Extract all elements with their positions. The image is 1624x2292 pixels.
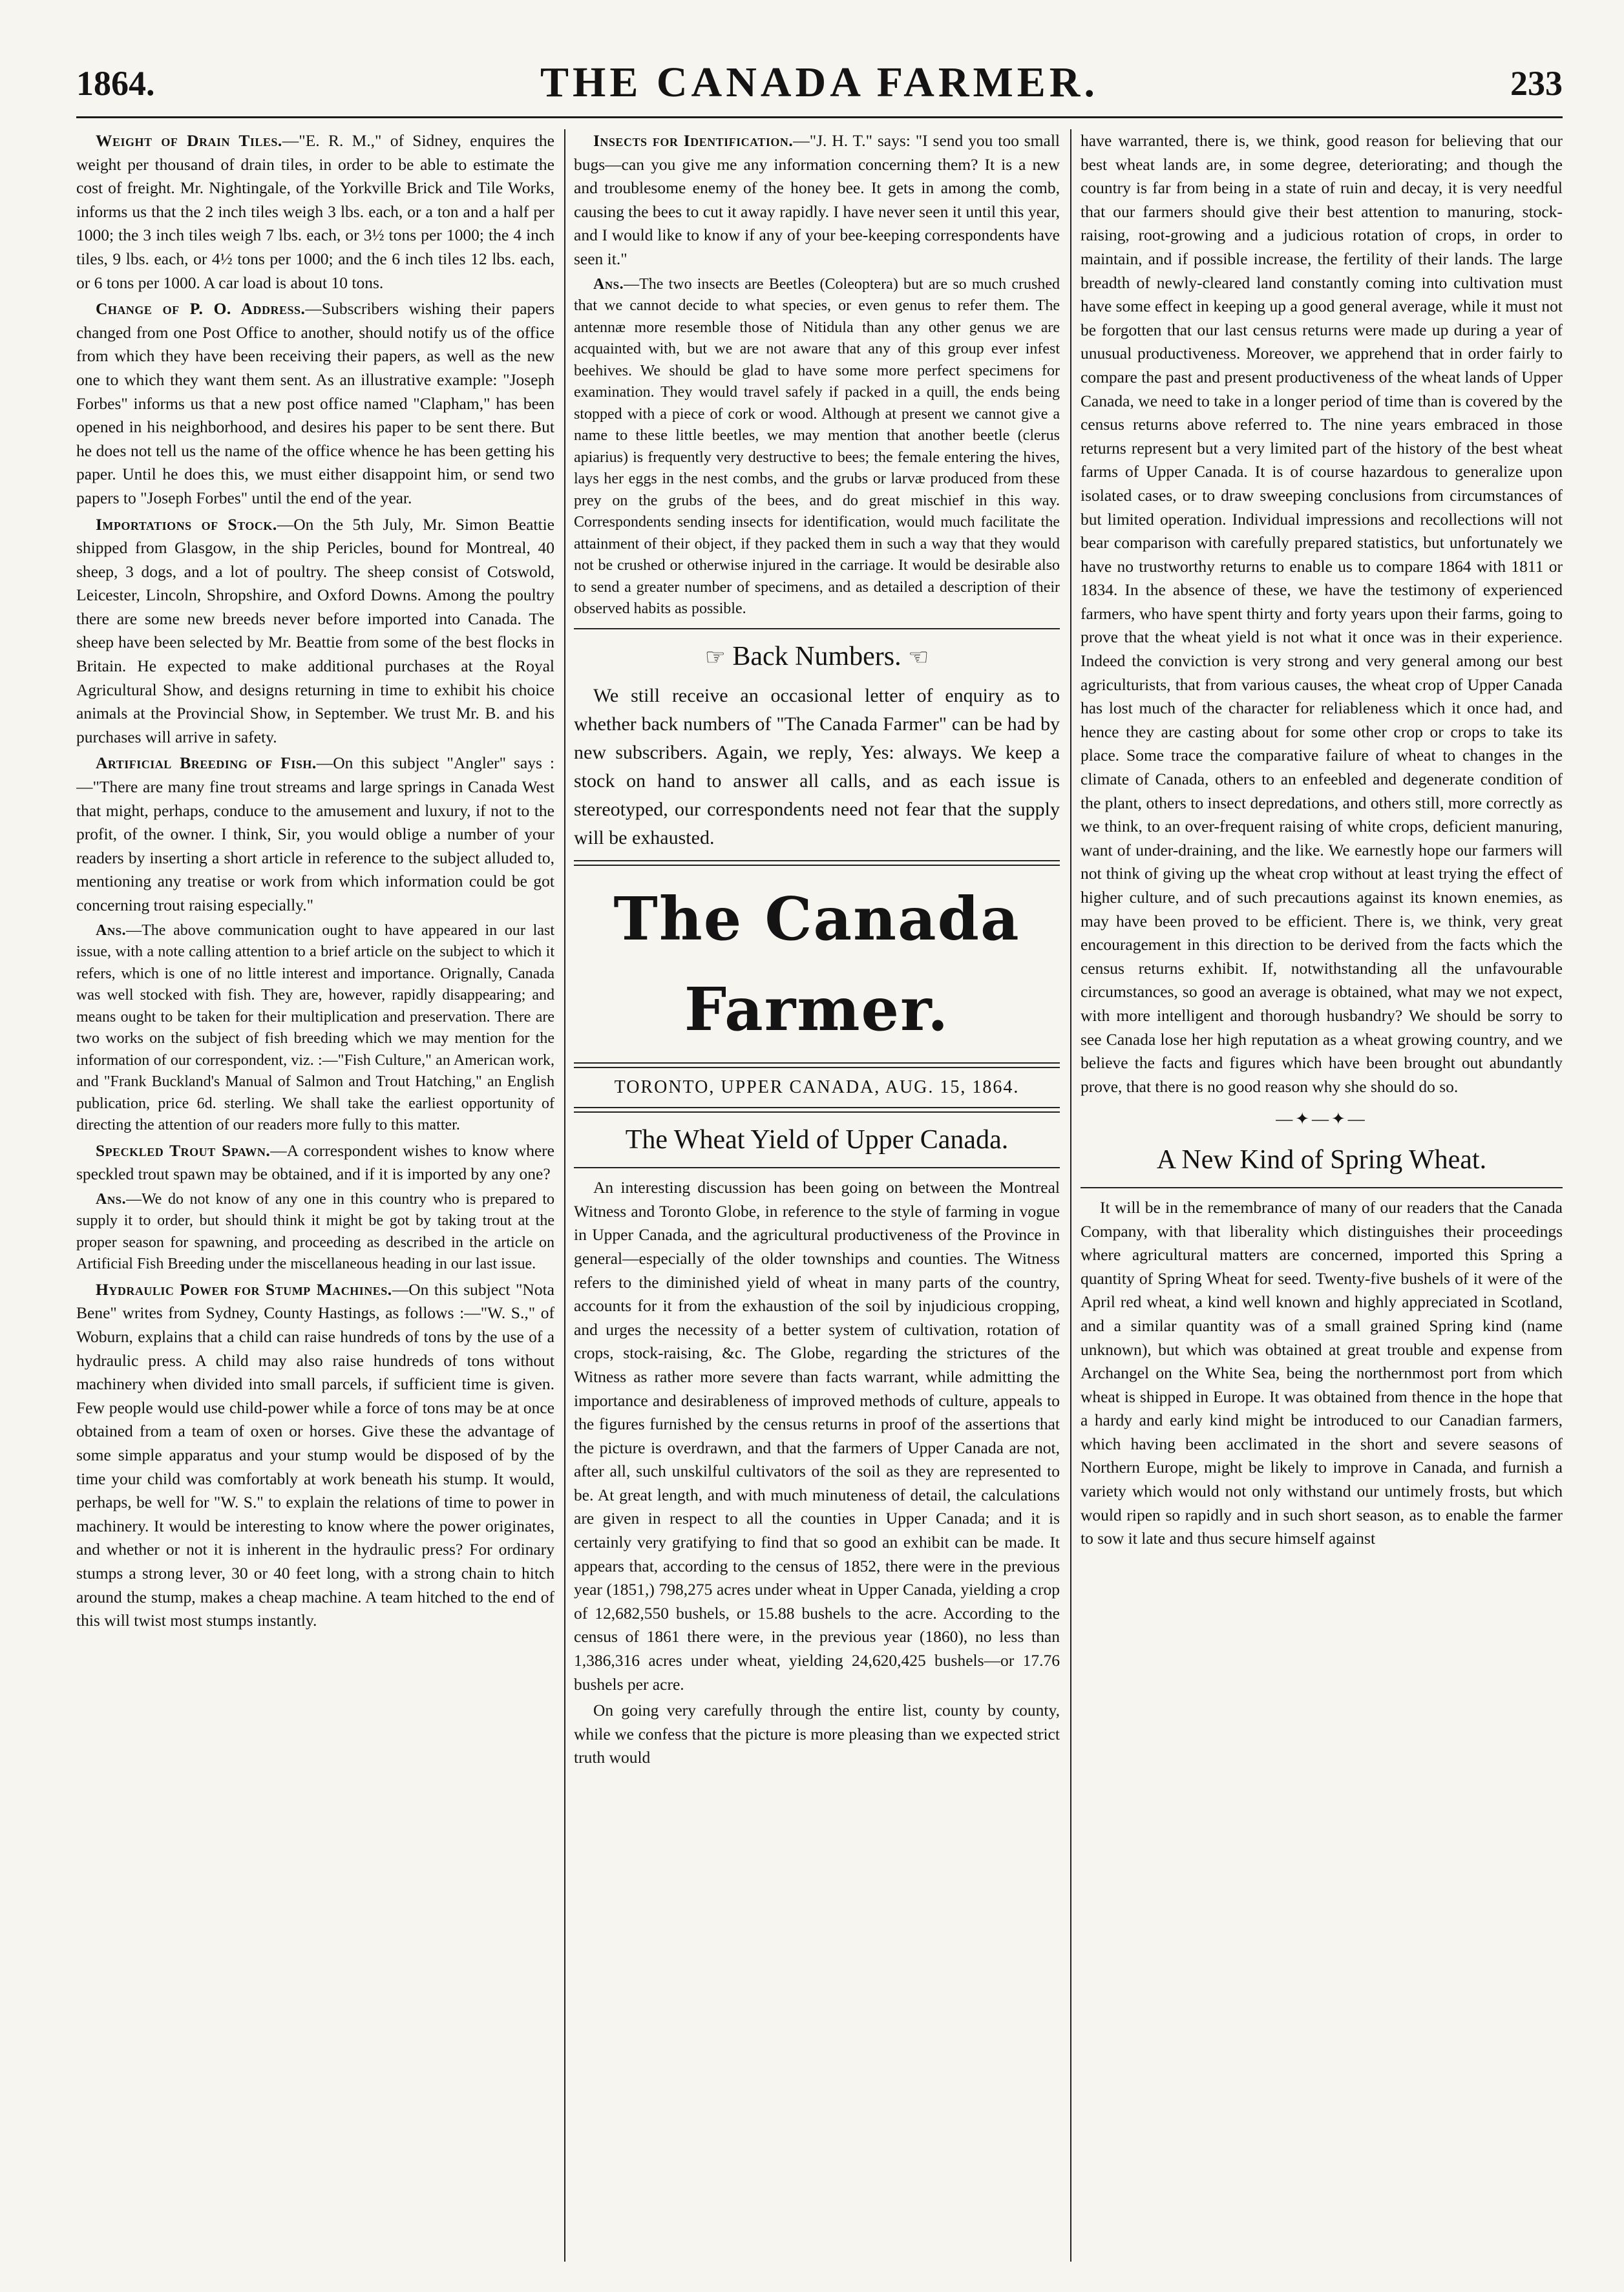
item-fish-answer [76, 920, 554, 1137]
item-body: —A correspondent wishes to know where speckled trout spawn may be obtained, and if it is imported by any one? [76, 1141, 554, 1184]
item-heading: Speckled Trout Spawn. [96, 1141, 271, 1160]
header-year: 1864. [76, 64, 155, 103]
item-insects-answer [574, 274, 1060, 620]
item-body: —"J. H. T." says: "I send you too small bugs—can you give me any information concerning them? It is a new and troublesome enemy of the honey bee. It gets in among the comb, causing the bees to cut it away rapidly. I have never seen it until this year, and I would like to know if any of your bee-keeping correspondents have seen it." [574, 131, 1060, 268]
wheat-yield-paragraph: On going very carefully through the entire list, county by county, while we confess that the picture is more pleasing than we expected strict truth would [574, 1701, 1060, 1767]
item-heading: Change of P. O. Address. [96, 299, 306, 319]
column-2 [574, 129, 1060, 2262]
wheat-yield-continued: have warranted, there is, we think, good reason for believing that our best wheat lands are, in some degree, deteriorating; and though the country is far from being in a state of ruin and decay, it is very needful that our farmers should give their best attention to manuring, stock-raising, root-growing and a judicious rotation of crops, in order to maintain, and if possible increase, the fertility of their lands. The large breadth of newly-cleared land constantly coming into cultivation must have some effect in keeping up a good general average, while it must not be forgotten that our last census returns were made up during a year of unusual productiveness. Moreover, we apprehend that in order fairly to compare the past and present productiveness of the wheat lands of Upper Canada, we need to take in a longer period of time than is covered by the census returns above referred to. The nine years embraced in those returns represent but a very limited part of the history of the best wheat farms of Upper Canada. It is of course hazardous to generalize upon isolated cases, or to draw sweeping conclusions from circumstances of but limited operation. Individual impressions and recollections will not bear comparison with carefully prepared statistics, but unfortunately we have no trustworthy returns to enable us to compare 1864 with 1811 or 1834. In the absence of these, we have the testimony of experienced farmers, who have spent thirty and forty years upon their farms, going to prove that the wheat yield is not what it once was in their experience. Indeed the conviction is very strong and very general among our best agriculturists, that from various causes, the wheat crop of Upper Canada has lost much of the character for reliableness which it once had, and hence they are casting about for some other crop or crops to take its place. Some trace the comparative failure of wheat to changes in the climate of Canada, others to an enfeebled and degenerate condition of the plant, others to insect depredations, and others still, more correctly as we think, to an over-frequent raising of white crops, deficient manuring, want of under-draining, and the like. We earnestly hope our farmers will not think of giving up the wheat crop without at least trying the effect of higher culture, and of such precautions against its known enemies, as may have been proved to be efficient. There is, we think, very great encouragement in this direction to be derived from the facts which the census returns exhibit. If, notwithstanding all the unfavourable circumstances, so good an average is obtained, what may we not expect, with more intelligent and thorough husbandry? We should be sorry to see Canada lose her high reputation as a wheat growing country, and we believe the facts and figures which have been brought out abundantly prove, that there is no good reason why she should do so. [1081, 131, 1563, 1096]
item-body: —The two insects are Beetles (Coleoptera) but are so much crushed that we cannot decide to what species, or even genus to refer them. The antennæ more resemble those of Nitidula than any other genus we are acquainted with, but we are not aware that any of this group ever infest beehives. We should be glad to have some more perfect specimens for examination. They would travel safely if packed in a quill, the ends being stopped with a piece of cork or wood. Although at present we cannot give a name to these little beetles, we may mention that another beetle (clerus apiarius) is frequently very destructive to bees; the female entering the hives, lays her eggs in the nest combs, and the grubs or larvæ produced from these prey on the grubs of the bees, and do great mischief in this way. Correspondents sending insects for identification, would much facilitate the attainment of their object, if they packed them in such a way that they would not be crushed or otherwise injured in the carriage. It would be desirable also to send a greater number of specimens, and as detailed a description of their observed habits as possible. [574, 275, 1060, 618]
item-body: —On this subject "Angler" says :—"There are many fine trout streams and large springs in Canada West that might, perhaps, conduce to the amusement and luxury, if not to the profit, of the owner. I think, Sir, you would oblige a number of your readers by inserting a short article in reference to the subject alluded to, mentioning any treatise or work from which information could be got concerning trout raising especially." [76, 753, 554, 914]
item-heading: Ans. [96, 1190, 127, 1208]
header-title: THE CANADA FARMER. [540, 59, 1099, 106]
page-number: 233 [1510, 64, 1563, 103]
item-body: —On the 5th July, Mr. Simon Beattie shipped from Glasgow, in the ship Pericles, bound for Montreal, 40 sheep, 3 dogs, and a lot of poultry. The sheep consist of Cotswold, Leicester, Lincoln, Shropshire, and Oxford Downs. Among the poultry there are some new breeds never before imported into Canada. The sheep have been selected by Mr. Beattie from some of the best flocks in Britain. He expected to make additional purchases at the Royal Agricultural Show, and designs returning in time to exhibit his choice animals at the Provincial Show, in September. We trust Mr. B. and his purchases will arrive in safety. [76, 514, 554, 746]
item-hydraulic-power [76, 1278, 554, 1633]
item-heading: Ans. [96, 921, 127, 939]
item-heading: Insects for Identification. [593, 131, 794, 150]
section-ornament: —✦—✦— [1276, 1109, 1367, 1129]
masthead-rule [574, 860, 1060, 866]
item-heading: Hydraulic Power for Stump Machines. [96, 1279, 392, 1299]
item-body: —On this subject "Nota Bene" writes from Sydney, County Hastings, as follows :—"W. S.," of Woburn, explains that a child can raise hundreds of tons by the use of a hydraulic press. A child may also raise hundreds of tons without machinery when divided into small parcels, if sufficient time is given. Few people would use child-power while a force of tons may be at once obtained from a team of oxen or horses. Give these the advantage of some simple apparatus and your stump would be disposed of by the time your child was comfortably at work beneath his stump. It would, perhaps, be well for "W. S." to explain the relations of time to power in machinery. It would be interesting to know where the power originates, and whether or not it is inherent in the hydraulic press? For ordinary stumps a strong lever, 30 or 40 feet long, with a strong chain to hitch around the stump, makes a cheap machine. A team hitched to the end of this will twist most stumps instantly. [76, 1279, 554, 1630]
masthead: The Canada Farmer. [613, 883, 1020, 1044]
wheat-yield-paragraph: An interesting discussion has been going on between the Montreal Witness and Toronto Globe, in reference to the style of farming in vogue in Upper Canada, and the agricultural productiveness of the Province in general—especially of the older townships and counties. The Witness refers to the diminished yield of wheat in many parts of the country, accounts for it from the exhaustion of the soil by injudicious cropping, and urges the necessity of a better system of cultivation, rotation of crops, stock-raising, &c. The Globe, regarding the strictures of the Witness as rather more severe than facts warrant, while admitting the importance and desirableness of improved methods of culture, appeals to the figures furnished by the census returns in proof of the assertions that the picture is overdrawn, and that the farmers of Upper Canada are not, after all, such unskilful cultivators of the soil as they are represented to be. At great length, and with much minuteness of detail, the calculations are given in respect to all the counties in Upper Canada; and it is certainly very gratifying to find that so good an exhibit can be made. It appears that, according to the census of 1852, there were in the previous year (1851,) 798,275 acres under wheat in Upper Canada, yielding a crop of 12,682,550 bushels, or 15.88 bushels to the acre. According to the census of 1861 there were, in the previous year (1860), no less than 1,386,316 acres under wheat, yielding 24,620,425 bushels—or 17.76 bushels per acre. [574, 1178, 1060, 1694]
column-rule-1 [564, 129, 565, 2262]
pointing-hand-left-icon: ☜ [908, 644, 929, 670]
item-trout-spawn [76, 1139, 554, 1186]
column-rule-2 [1070, 129, 1071, 2262]
masthead-rule [574, 1062, 1060, 1068]
back-numbers-title [574, 637, 1060, 677]
back-numbers-title-text: Back Numbers. [732, 641, 902, 671]
spring-wheat-body: It will be in the remembrance of many of our readers that the Canada Company, with that liberality which distinguishes their proceedings where agricultural matters are concerned, imported this Spring a quantity of Spring Wheat for seed. Twenty-five bushels of it were of the April red wheat, a kind well known and highly appreciated in Scotland, and a similar quantity was of a small grained Spring kind (name unknown), but which was obtained at great trouble and expense from Archangel on the White Sea, being the northernmost port from which wheat is shipped in Europe. It was obtained from thence in the hope that a hardy and early kind might be introduced to our Canadian farmers, which having been acclimated in the short and severe seasons of Northern Europe, might be likely to improve in Canada, and furnish a variety which would not only withstand our untimely frosts, but which would ripen so rapidly and in such short season, as to enable the farmer to sow it late and thus secure himself against [1081, 1197, 1563, 1548]
item-heading: Ans. [593, 275, 624, 293]
title-underline [574, 1167, 1060, 1168]
pointing-hand-icon: ☞ [704, 644, 726, 670]
back-numbers-body: We still receive an occasional letter of enquiry as to whether back numbers of "The Canada Farmer" can be had by new subscribers. Again, we reply, Yes: always. We keep a stock on hand to answer all calls, and as each issue is stereotyped, our correspondents need not fear that the supply will be exhausted. [574, 684, 1060, 848]
item-heading: Weight of Drain Tiles. [96, 131, 282, 150]
wheat-yield-title: The Wheat Yield of Upper Canada. [625, 1125, 1009, 1155]
item-body: —The above communication ought to have appeared in our last issue, with a note calling attention to a brief article on the subject to which it refers, which is one of no little interest and importance. Orignally, Canada was well stocked with fish. They are, however, rapidly disappearing; and means ought to be taken for their multiplication and preservation. There are two works on the subject of fish breeding which we may mention for the information of our correspondent, viz. :—"Fish Culture," an American work, and "Frank Buckland's Manual of Salmon and Trout Hatching," an English publication, price 6d. sterling. We shall take the earliest opportunity of directing the attention of our readers more fully to this matter. [76, 921, 554, 1134]
title-underline [1081, 1187, 1563, 1188]
item-fish-breeding [76, 752, 554, 917]
column-3 [1081, 129, 1563, 2262]
item-body: —We do not know of any one in this country who is prepared to supply it to order, but should think it might be got by taking trout at the proper season for spawning, and proceeding as described in the article on Artificial Fish Breeding under the miscellaneous heading in our last issue. [76, 1190, 554, 1273]
item-trout-answer [76, 1189, 554, 1276]
page-header [76, 45, 1563, 118]
column-1 [76, 129, 554, 2262]
item-heading: Artificial Breeding of Fish. [96, 753, 317, 773]
item-drain-tiles [76, 129, 554, 295]
dateline: TORONTO, UPPER CANADA, AUG. 15, 1864. [614, 1077, 1020, 1097]
item-insects [574, 129, 1060, 271]
item-body: —"E. R. M.," of Sidney, enquires the weight per thousand of drain tiles, in order to be able to estimate the cost of freight. Mr. Nightingale, of the Yorkville Brick and Tile Works, informs us that the 2 inch tiles weigh 3 lbs. each, or a ton and a half per 1000; the 3 inch tiles weigh 7 lbs. each, or 3½ tons per 1000; the 4 inch tiles, 9 lbs. each, or 4½ tons per 1000; and the 6 inch tiles 12 lbs. each, or 6 tons per 1000. A car load is about 10 tons. [76, 131, 554, 292]
spring-wheat-title: A New Kind of Spring Wheat. [1156, 1144, 1487, 1175]
item-change-address [76, 297, 554, 510]
item-heading: Importations of Stock. [96, 514, 277, 534]
item-importations [76, 513, 554, 750]
section-divider [574, 628, 1060, 629]
dateline-rule [574, 1107, 1060, 1113]
item-body: —Subscribers wishing their papers changed from one Post Office to another, should notify us of the office from which they have been receiving their papers, as well as the new one to which they want them sent. As an illustrative example: "Joseph Forbes" informs us that a new post office named "Clapham," has been opened in his neighborhood, and desires his paper to be sent there. But he does not tell us the name of the office whence he has been getting his paper. Until he does this, we must either disappoint him, or send two papers to "Joseph Forbes" until the end of the year. [76, 299, 554, 507]
